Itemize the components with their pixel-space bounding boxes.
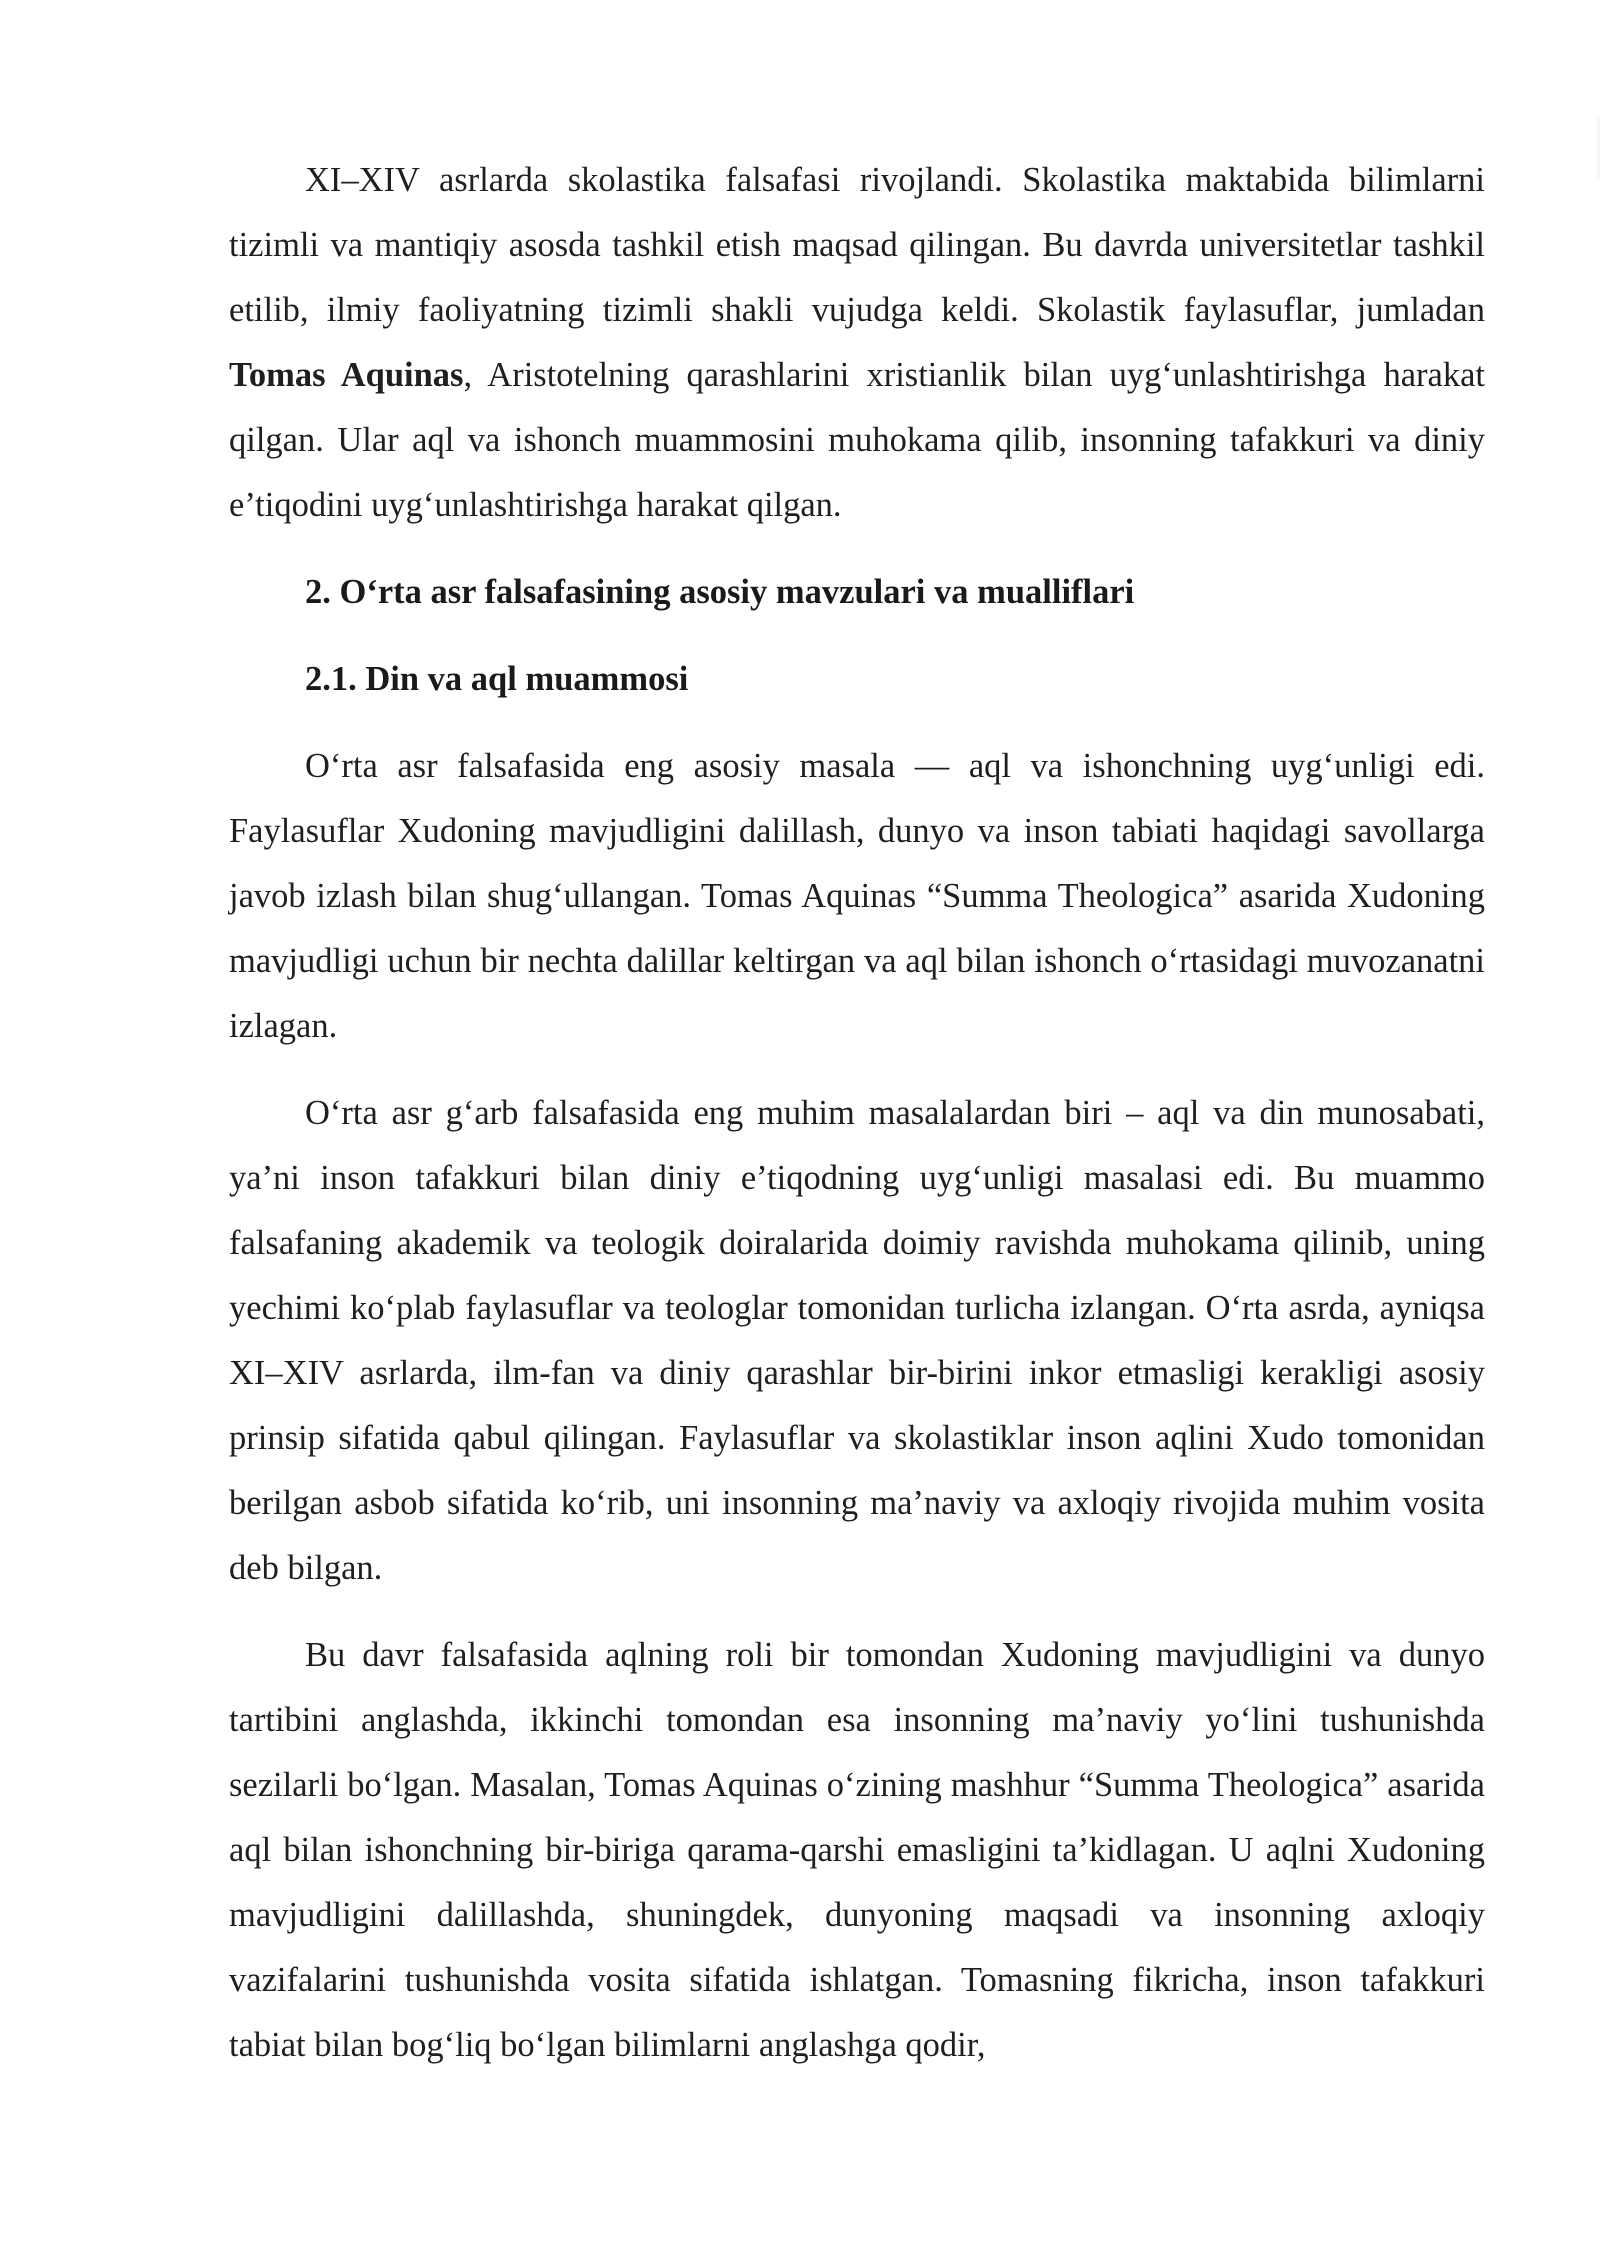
- paragraph-role-of-reason: Bu davr falsafasida aqlning roli bir tomondan Xudoning mavjudligini va dunyo tartibini anglashda, ikkinchi tomondan esa insonning ma’naviy yo‘lini tushunishda sezilarli bo‘lgan. Masalan, Tomas Aquinas o‘zining mashhur “Summa Theologica” asarida aql bilan ishonchning bir-biriga qarama-qarshi emasligini ta’kidlagan. U aqlni Xudoning mavjudligini dalillashda, shuningdek, dunyoning maqsadi va insonning axloqiy vazifalarini tushunishda vosita sifatida ishlatgan. Tomasning fikricha, inson tafakkuri tabiat bilan bog‘liq bo‘lgan bilimlarni anglashga qodir,: [229, 1636, 1485, 2064]
- paragraph-reason-and-religion: O‘rta asr g‘arb falsafasida eng muhim masalalardan biri – aql va din munosabati, ya’ni inson tafakkuri bilan diniy e’tiqodning uyg‘unligi masalasi edi. Bu muammo falsafaning akademik va teologik doiralarida doimiy ravishda muhokama qilinib, uning yechimi ko‘plab faylasuflar va teologlar tomonidan turlicha izlangan. O‘rta asrda, ayniqsa XI–XIV asrlarda, ilm-fan va diniy qarashlar bir-birini inkor etmasligi kerakligi asosiy prinsip sifatida qabul qilingan. Faylasuflar va skolastiklar inson aqlini Xudo tomonidan berilgan asbob sifatida ko‘rib, uni insonning ma’naviy va axloqiy rivojida muhim vosita deb bilgan.: [229, 1094, 1485, 1587]
- subsection-heading-2-1: 2.1. Din va aql muammosi: [305, 660, 689, 698]
- paragraph-scholasticism: [229, 148, 1485, 538]
- paragraph-scholasticism-text-end: , Aristotelning qarashlarini xristianlik bilan uyg‘unlashtirishga harakat qilgan. Ular aql va ishonch muammosini muhokama qilib, insonning tafakkuri va diniy e’tiqodini uyg‘unlashtirishga harakat qilgan.: [229, 356, 1485, 524]
- paragraph-faith-and-reason: O‘rta asr falsafasida eng asosiy masala — aql va ishonchning uyg‘unligi edi. Faylasuflar Xudoning mavjudligini dalillash, dunyo va inson tabiati haqidagi savollarga javob izlash bilan shug‘ullangan. Tomas Aquinas “Summa Theologica” asarida Xudoning mavjudligi uchun bir nechta dalillar keltirgan va aql bilan ishonch o‘rtasidagi muvozanatni izlagan.: [229, 747, 1485, 1045]
- bold-name-tomas-aquinas: Tomas Aquinas: [229, 356, 464, 394]
- section-heading-2: 2. O‘rta asr falsafasining asosiy mavzulari va mualliflari: [305, 573, 1135, 611]
- document-body: [229, 148, 1485, 2078]
- paragraph-scholasticism-text-start: XI–XIV asrlarda skolastika falsafasi rivojlandi. Skolastika maktabida bilimlarni tizimli va mantiqiy asosda tashkil etish maqsad qilingan. Bu davrda universitetlar tashkil etilib, ilmiy faoliyatning tizimli shakli vujudga keldi. Skolastik faylasuflar, jumladan: [229, 161, 1485, 329]
- page-edge-shadow: [1596, 118, 1600, 178]
